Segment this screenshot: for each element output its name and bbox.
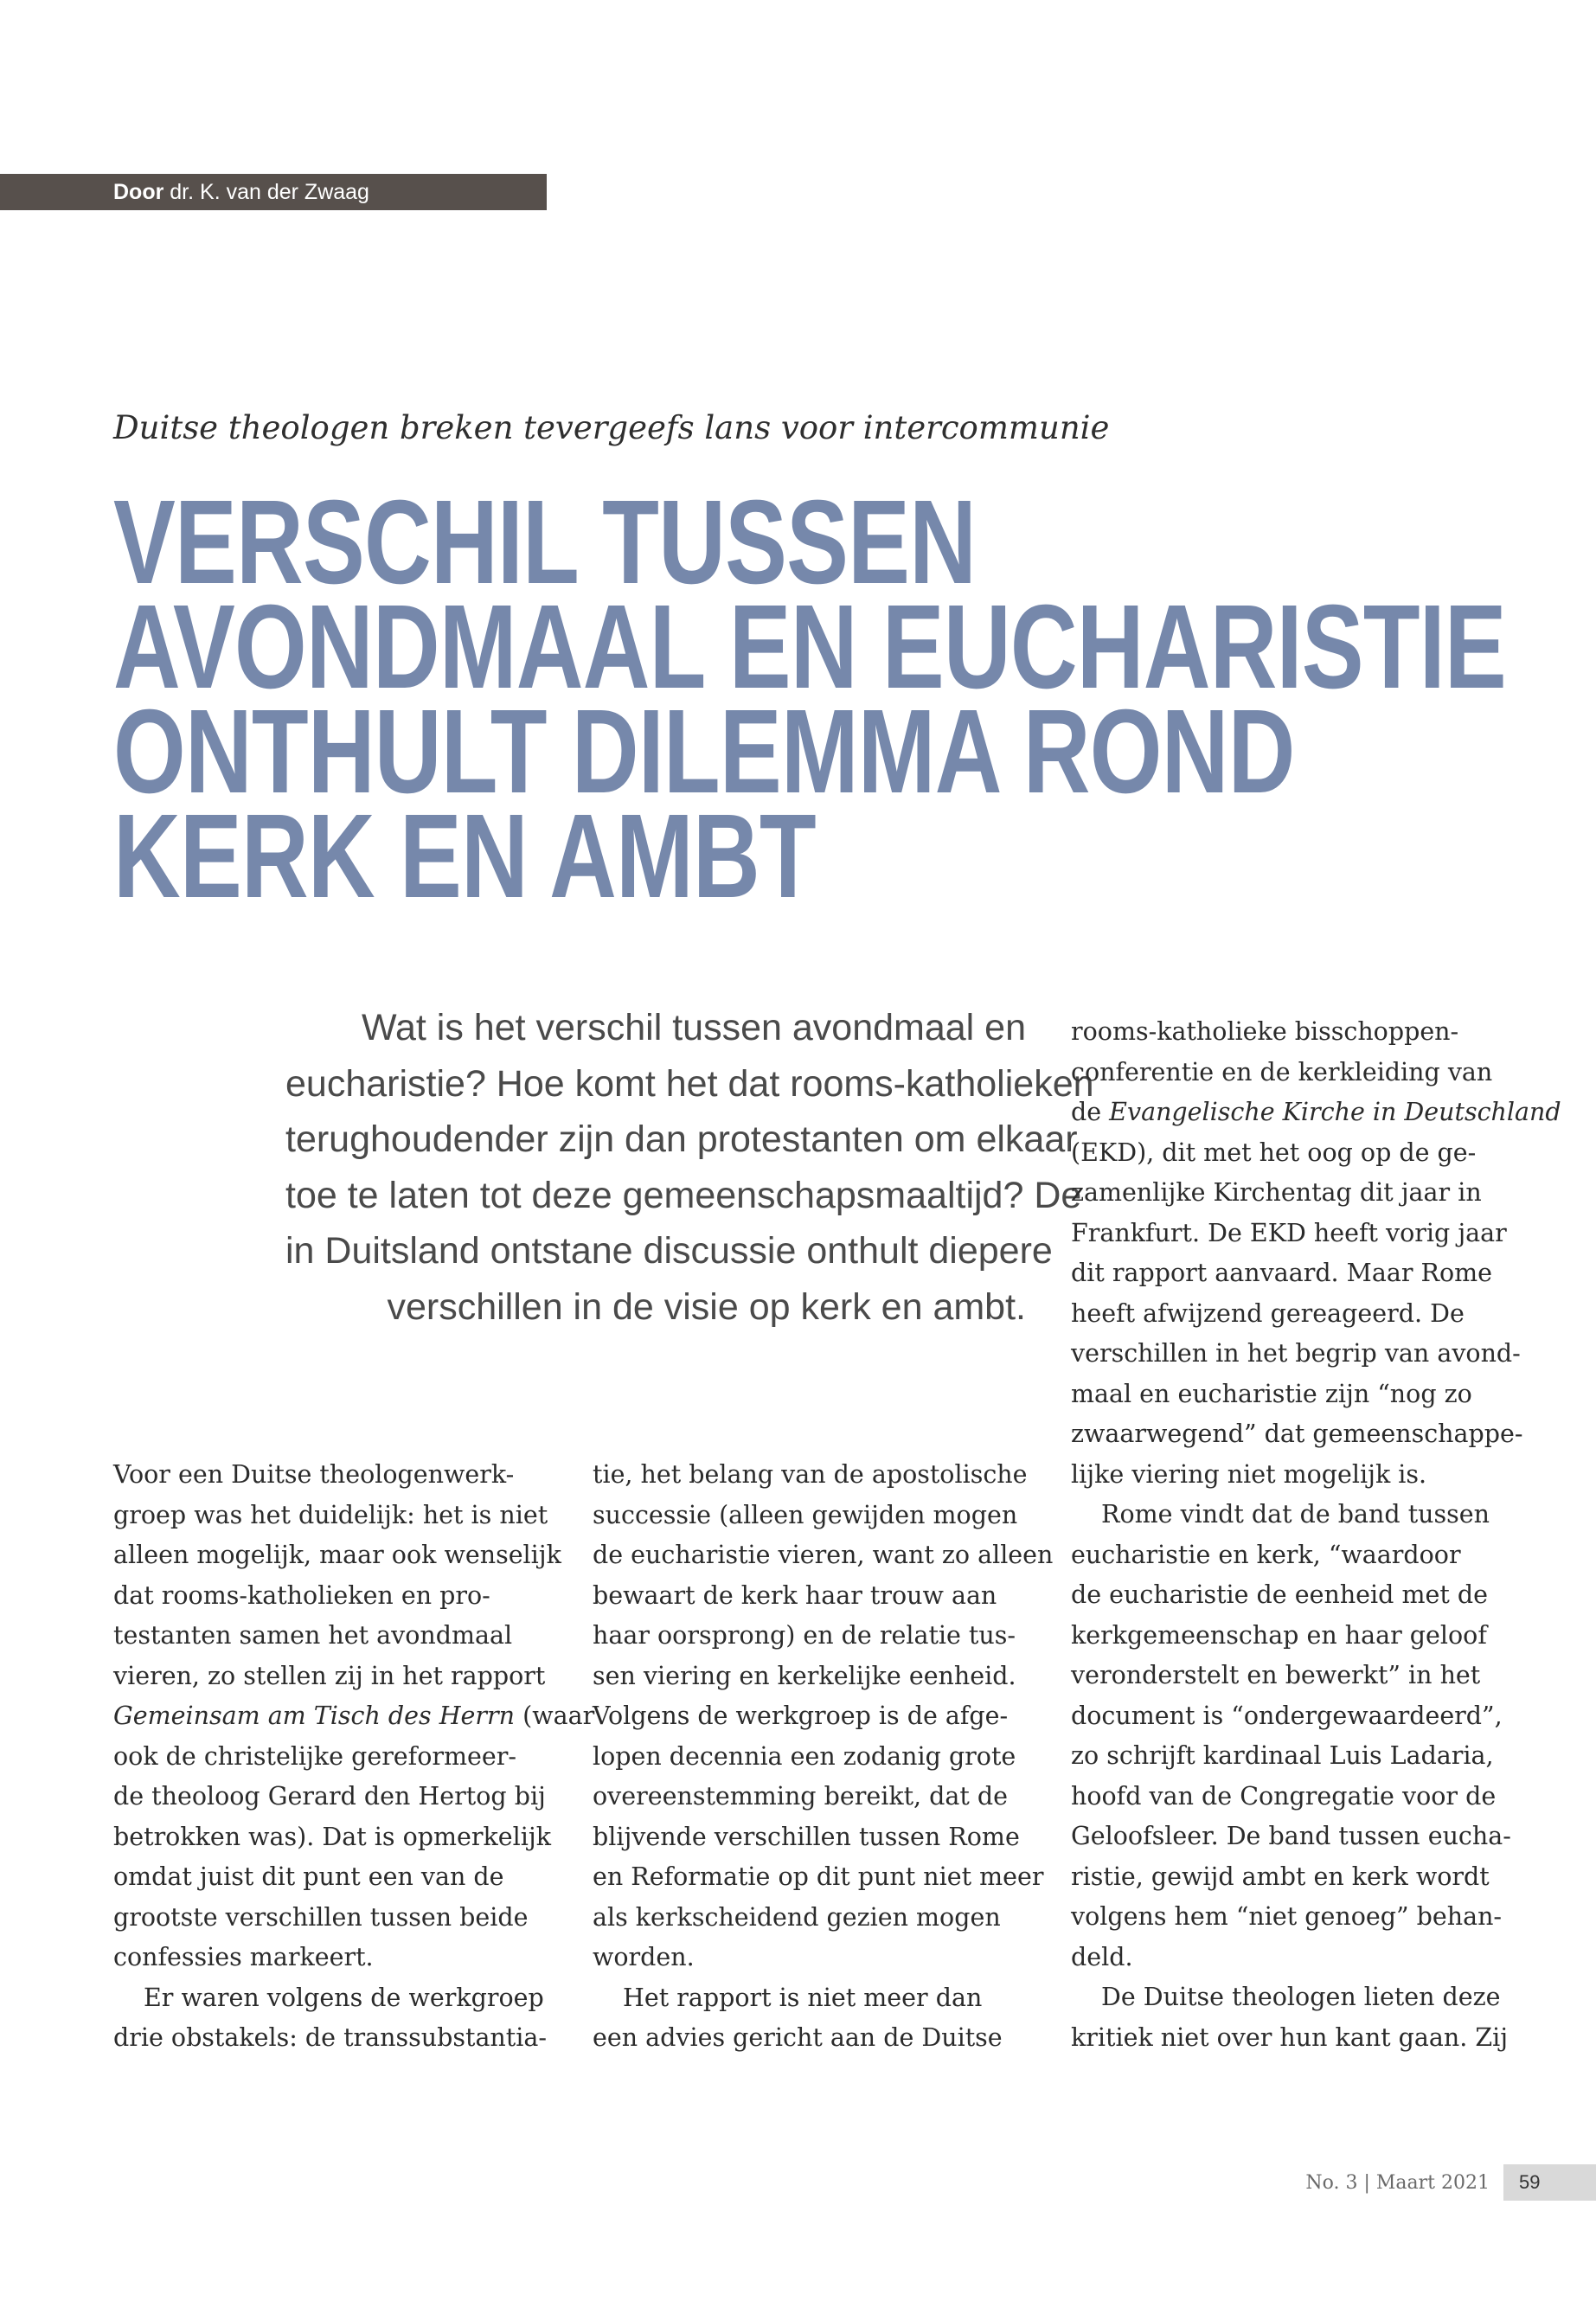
body-line: Frankfurt. De EKD heeft vorig jaar — [1071, 1218, 1507, 1247]
intro-lead — [285, 1000, 1094, 1335]
body-line: dat rooms-katholieken en pro- — [113, 1580, 490, 1610]
body-line: overeenstemming bereikt, dat de — [593, 1782, 1009, 1811]
headline — [113, 476, 1584, 923]
body-line: tie, het belang van de apostolische — [593, 1460, 1028, 1489]
footer-separator: | — [1363, 2171, 1370, 2194]
intro-line: in Duitsland ontstane discussie onthult diepere — [285, 1230, 1053, 1272]
body-line: eucharistie en kerk, “waardoor — [1071, 1540, 1461, 1569]
body-line: de eucharistie vieren, want zo alleen — [593, 1541, 1054, 1569]
body-line: zamenlijke Kirchentag dit jaar in — [1071, 1178, 1482, 1207]
body-column-2 — [593, 1455, 1054, 2059]
body-line: zo schrijft kardinaal Luis Ladaria, — [1071, 1741, 1494, 1770]
footer-issue: No. 3 — [1305, 2171, 1358, 2194]
body-line: omdat juist dit punt een van de — [113, 1862, 504, 1891]
body-line: kritiek niet over hun kant gaan. Zij — [1071, 2022, 1509, 2052]
body-line-pre: de — [1071, 1098, 1110, 1126]
body-line: heeft afwijzend gereageerd. De — [1071, 1298, 1465, 1328]
report-title: Gemeinsam am Tisch des Herrn — [113, 1702, 516, 1730]
body-line: sen viering en kerkelijke eenheid. — [593, 1661, 1016, 1690]
byline-author: dr. K. van der Zwaag — [170, 180, 369, 204]
body-line: conferentie en de kerkleiding van — [1071, 1057, 1493, 1086]
body-line: hoofd van de Congregatie voor de — [1071, 1781, 1497, 1811]
body-line — [113, 1696, 595, 1737]
byline-prefix: Door — [113, 180, 164, 204]
body-line: haar oorsprong) en de relatie tus- — [593, 1621, 1016, 1650]
body-line: worden. — [593, 1943, 695, 1971]
church-name: Evangelische Kirche in Deutschland — [1109, 1098, 1561, 1126]
body-line: een advies gericht aan de Duitse — [593, 2023, 1003, 2052]
body-line: testanten samen het avondmaal — [113, 1621, 513, 1650]
body-line: lijke viering niet mogelijk is. — [1071, 1459, 1427, 1489]
intro-line: verschillen in de visie op kerk en ambt. — [387, 1285, 1026, 1328]
intro-line: terughoudender zijn dan protestanten om elkaar — [285, 1118, 1078, 1160]
body-line: als kerkscheidend gezien mogen — [593, 1902, 1001, 1932]
body-line: document is “ondergewaardeerd”, — [1071, 1701, 1503, 1730]
body-line: zwaarwegend” dat gemeenschappe- — [1071, 1420, 1523, 1448]
body-line: dit rapport aanvaard. Maar Rome — [1071, 1259, 1493, 1287]
body-line: drie obstakels: de transsubstantia- — [113, 2023, 547, 2052]
body-line: successie (alleen gewijden mogen — [593, 1500, 1018, 1529]
body-line: de eucharistie de eenheid met de — [1071, 1580, 1488, 1609]
headline-line: ONTHULT DILEMMA ROND — [113, 685, 1295, 818]
body-line: en Reformatie op dit punt niet meer — [593, 1862, 1044, 1891]
body-line: alleen mogelijk, maar ook wenselijk — [113, 1541, 561, 1569]
footer-date: Maart 2021 — [1375, 2171, 1490, 2194]
body-line: ook de christelijke gereformeer- — [113, 1741, 517, 1771]
footer-issue-info — [1305, 2172, 1503, 2194]
intro-line: toe te laten tot deze gemeenschapsmaaltijd? De — [285, 1174, 1082, 1216]
body-line: Voor een Duitse theologenwerk- — [113, 1460, 515, 1489]
intro-line: Wat is het verschil tussen avondmaal en — [362, 1007, 1026, 1048]
body-line: betrokken was). Dat is opmerkelijk — [113, 1822, 551, 1851]
headline-line: KERK EN AMBT — [113, 790, 816, 923]
byline-bar — [0, 174, 547, 210]
body-line: rooms-katholieke bisschoppen- — [1071, 1017, 1459, 1046]
body-line: ristie, gewijd ambt en kerk wordt — [1071, 1862, 1490, 1891]
headline-line: VERSCHIL TUSSEN — [113, 476, 977, 609]
body-line: kerkgemeenschap en haar geloof — [1071, 1620, 1487, 1650]
body-line: lopen decennia een zodanig grote — [593, 1741, 1016, 1771]
body-line: Het rapport is niet meer dan — [623, 1983, 983, 2012]
body-line: de theoloog Gerard den Hertog bij — [113, 1782, 546, 1811]
body-line: Volgens de werkgroep is de afge- — [593, 1702, 1009, 1730]
body-line — [1071, 1093, 1561, 1133]
body-line: vieren, zo stellen zij in het rapport — [113, 1661, 546, 1690]
body-line: confessies markeert. — [113, 1943, 374, 1971]
intro-line: eucharistie? Hoe komt het dat rooms-katholieken — [285, 1062, 1094, 1105]
page-number: 59 — [1503, 2164, 1596, 2201]
kicker: Duitse theologen breken tevergeefs lans voor intercommunie — [113, 409, 1110, 446]
body-line: Rome vindt dat de band tussen — [1101, 1500, 1490, 1529]
body-line: De Duitse theologen lieten deze — [1101, 1983, 1501, 2011]
body-line: (EKD), dit met het oog op de ge- — [1071, 1138, 1477, 1167]
body-line: deld. — [1071, 1942, 1133, 1971]
body-line: groep was het duidelijk: het is niet — [113, 1500, 548, 1529]
body-column-3 — [1071, 1012, 1561, 2058]
body-line: Er waren volgens de werkgroep — [144, 1983, 544, 2012]
body-line: veronderstelt en bewerkt” in het — [1071, 1661, 1481, 1689]
body-line: maal en eucharistie zijn “nog zo — [1071, 1379, 1472, 1408]
body-column-1 — [113, 1455, 595, 2059]
body-line: Geloofsleer. De band tussen eucha- — [1071, 1822, 1511, 1850]
body-line-rest: (waar — [515, 1702, 595, 1730]
body-line: volgens hem “niet genoeg” behan- — [1071, 1902, 1503, 1931]
page-footer — [1305, 2164, 1596, 2201]
body-line: bewaart de kerk haar trouw aan — [593, 1580, 997, 1610]
body-line: blijvende verschillen tussen Rome — [593, 1822, 1020, 1851]
headline-line: AVONDMAAL EN EUCHARISTIE — [113, 580, 1506, 714]
body-line: grootste verschillen tussen beide — [113, 1902, 529, 1932]
body-line: verschillen in het begrip van avond- — [1071, 1339, 1521, 1368]
